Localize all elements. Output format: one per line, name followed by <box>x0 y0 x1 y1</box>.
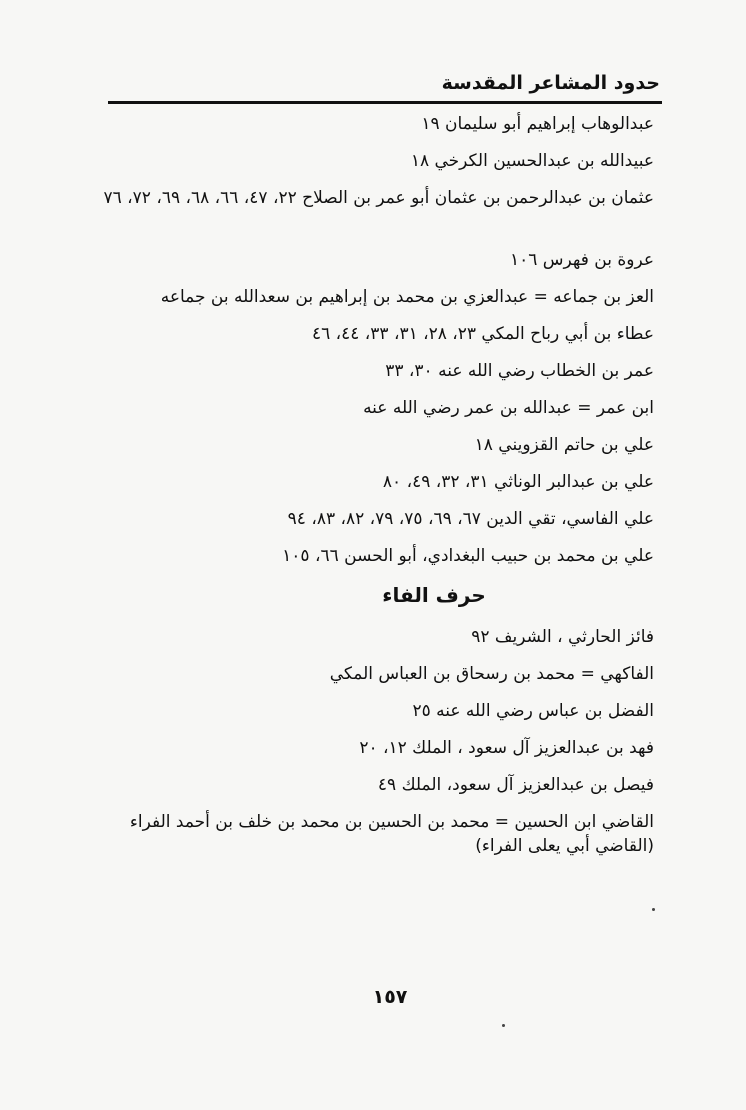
index-entries <box>94 112 654 864</box>
section-heading: حرف الفاء <box>382 583 486 607</box>
index-entry: فيصل بن عبدالعزيز آل سعود، الملك ٤٩ <box>377 775 654 795</box>
index-entry: عبدالوهاب إبراهيم أبو سليمان ١٩ <box>421 114 654 134</box>
index-entry: فائز الحارثي ، الشريف ٩٢ <box>471 627 654 647</box>
index-entry: عروة بن فهرس ١٠٦ <box>509 250 654 270</box>
index-entry: القاضي ابن الحسين = محمد بن الحسين بن محمد بن خلف بن أحمد الفراء (القاضي أبي يعلى الفراء) <box>129 812 654 856</box>
index-entry: علي بن عبدالبر الوناثي ٣١، ٣٢، ٤٩، ٨٠ <box>382 472 654 492</box>
index-entry: عطاء بن أبي رباح المكي ٢٣، ٢٨، ٣١، ٣٣، ٤٤، ٤٦ <box>311 324 654 344</box>
page-number: ١٥٧ <box>372 986 408 1008</box>
index-entry: عثمان بن عبدالرحمن بن عثمان أبو عمر بن الصلاح ٢٢، ٤٧، ٦٦، ٦٨، ٦٩، ٧٢، ٧٦ <box>103 188 654 208</box>
header-rule <box>108 101 662 104</box>
index-entry: العز بن جماعه = عبدالعزي بن محمد بن إبراهيم بن سعدالله بن جماعه <box>160 287 654 307</box>
index-entry: عبيدالله بن عبدالحسين الكرخي ١٨ <box>410 151 654 171</box>
paper-speck <box>502 1024 505 1027</box>
index-entry: علي بن حاتم القزويني ١٨ <box>474 435 654 455</box>
running-header: حدود المشاعر المقدسة <box>441 72 660 94</box>
index-entry: الفاكهي = محمد بن رسحاق بن العباس المكي <box>329 664 654 684</box>
index-entry: عمر بن الخطاب رضي الله عنه ٣٠، ٣٣ <box>385 361 654 381</box>
index-entry: ابن عمر = عبدالله بن عمر رضي الله عنه <box>363 398 654 418</box>
index-entry: علي بن محمد بن حبيب البغدادي، أبو الحسن ٦٦، ١٠٥ <box>282 546 654 566</box>
index-entry: علي الفاسي، تقي الدين ٦٧، ٦٩، ٧٥، ٧٩، ٨٢، ٨٣، ٩٤ <box>287 509 654 529</box>
index-entry: الفضل بن عباس رضي الله عنه ٢٥ <box>412 701 654 721</box>
index-entry: فهد بن عبدالعزيز آل سعود ، الملك ١٢، ٢٠ <box>359 738 654 758</box>
paper-speck <box>652 908 655 911</box>
